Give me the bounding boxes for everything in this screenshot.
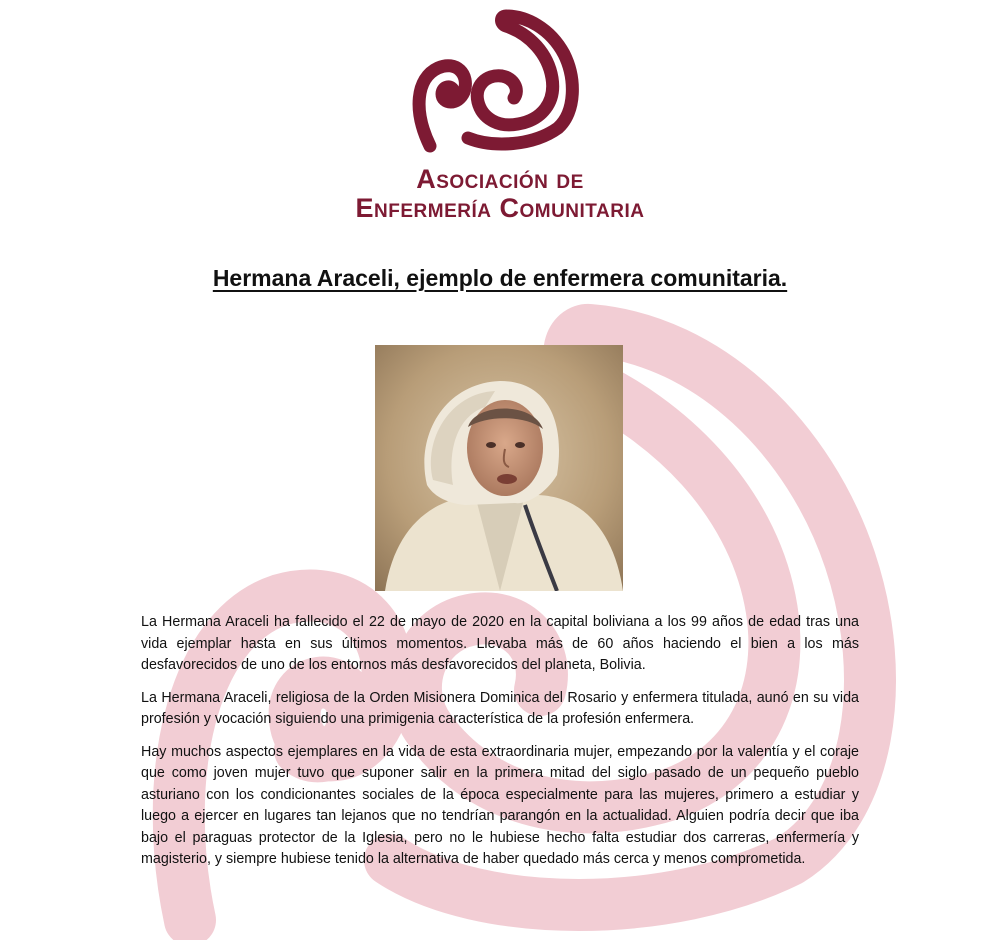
spiral-logo-icon	[408, 6, 580, 158]
paragraph: Hay muchos aspectos ejemplares en la vida de esta extraordinaria mujer, empezando por la valentía y el coraje que como joven mujer tuvo que suponer salir en la primera mitad del siglo pasado de un pequeño pueblo asturiano con los condicionantes sociales de la época especialmente para las mujeres, primero a estudiar y luego a ejercer en lugares tan lejanos que no tendrían parangón en la actualidad. Alguien podría decir que iba bajo el paraguas protector de la Iglesia, pero no le hubiese hecho falta estudiar dos carreras, enfermería y magisterio, y siempre hubiese tenido la alternativa de haber quedado más cerca y menos comprometida.	[141, 743, 859, 867]
page-title: Hermana Araceli, ejemplo de enfermera comunitaria.	[212, 265, 788, 291]
portrait-photo	[375, 345, 623, 591]
paragraph: La Hermana Araceli, religiosa de la Orden Misionera Dominica del Rosario y enfermera titulada, aunó en su vida profesión y vocación siguiendo una primigenia característica de la profesión enfermera.	[141, 689, 859, 727]
portrait-photo-icon	[375, 345, 623, 591]
logo-text-line1: Asociación de	[416, 164, 584, 194]
logo-text-line2: Enfermería Comunitaria	[355, 193, 645, 223]
organization-logo	[0, 0, 1000, 232]
paragraph: La Hermana Araceli ha fallecido el 22 de mayo de 2020 en la capital boliviana a los 99 años de edad tras una vida ejemplar hasta en sus últimos momentos. Llevaba más de 60 años haciendo el bien a los más desfavorecidos de uno de los entornos más desfavorecidos del planeta, Bolivia.	[141, 614, 859, 673]
article-body	[141, 612, 859, 882]
